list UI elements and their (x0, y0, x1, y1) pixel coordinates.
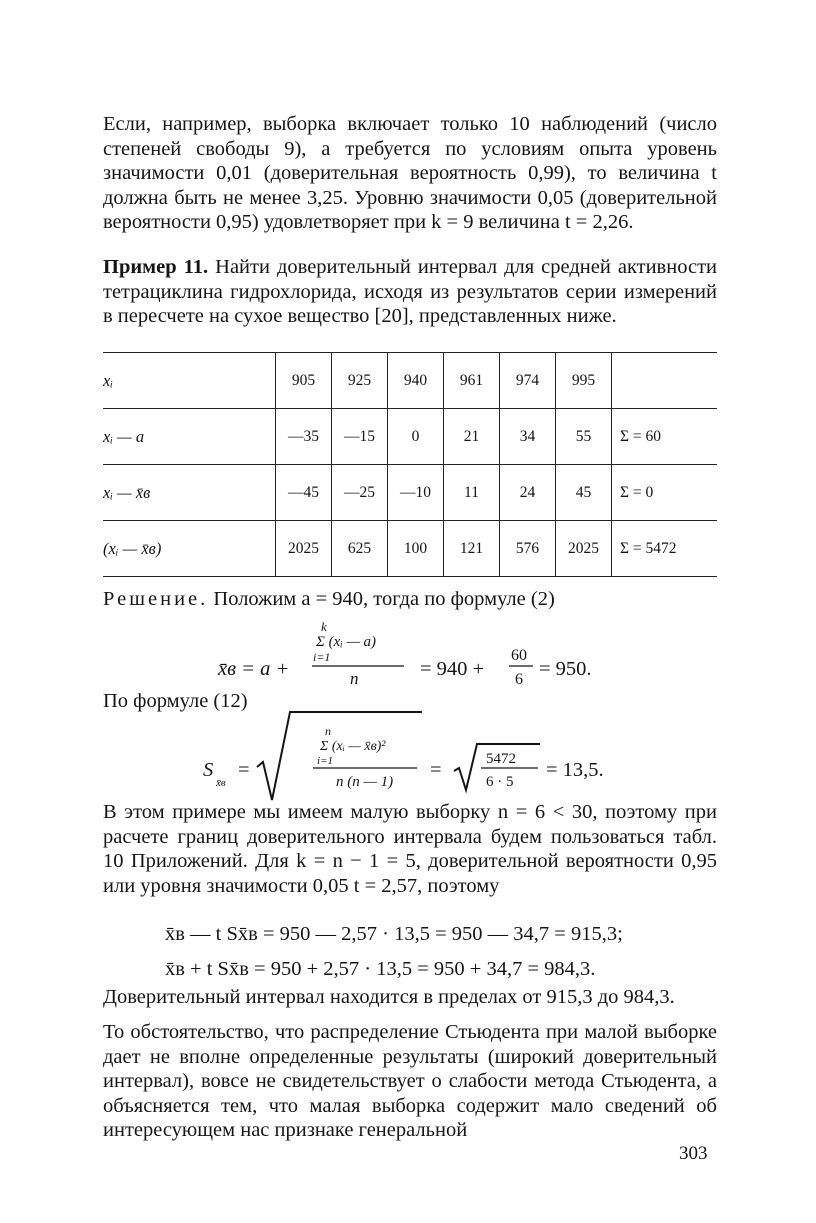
table-cell: 925 (332, 353, 388, 409)
std-radical-2 (454, 744, 540, 790)
table-cell: 974 (500, 353, 556, 409)
table-row (103, 409, 717, 465)
example-text: Найти доверительный интервал для средней активности тетрациклина гидрохлорида, исходя из результатов серии измерений в пересчете на сухое вещество [20], представленных ниже. (103, 256, 717, 327)
mean-formula-lhs: x̄в = a + (218, 658, 290, 680)
table-cell: 21 (444, 409, 500, 465)
mean-middle: = 940 + (420, 658, 485, 680)
std-fraction-numerator: 5472 (486, 751, 516, 767)
interval-lower-bound: x̄в — t Sx̄в = 950 — 2,57 · 13,5 = 950 — 34,7 = 915,3; (165, 923, 623, 945)
table-cell: 2025 (276, 521, 332, 577)
row-label: xᵢ — x̄в (103, 465, 276, 521)
solution-text: Положим a = 940, тогда по формуле (2) (208, 588, 555, 610)
paragraph-intro: Если, например, выборка включает только 10 наблюдений (число степеней свободы 9), а требуется по условиям опыта уровень значимости 0,01 (доверительная вероятность 0,99), то величина t должна быть не менее 3,25. Уровню значимости 0,05 (доверительной вероятности 0,95) удовлетворяет при k = 9 величина t = 2,26. (103, 113, 717, 233)
paragraph-example-11 (103, 255, 717, 329)
table-cell: 45 (556, 465, 612, 521)
table-cell: 34 (500, 409, 556, 465)
row-sum (612, 353, 718, 409)
table-cell: —25 (332, 465, 388, 521)
std-sum-lower: i=1 (317, 755, 333, 767)
solution-label: Решение. (103, 588, 209, 610)
table-row (103, 353, 717, 409)
conclusion-line: Доверительный интервал находится в пределах от 915,3 до 984,3. (103, 986, 675, 1008)
row-label: xᵢ — a (103, 409, 276, 465)
table-cell: 961 (444, 353, 500, 409)
table-cell: 576 (500, 521, 556, 577)
page-number: 303 (679, 1143, 708, 1164)
table-cell: 11 (444, 465, 500, 521)
table-cell: 0 (388, 409, 444, 465)
table-cell: 100 (388, 521, 444, 577)
std-fraction-denominator: 6 · 5 (486, 774, 514, 790)
std-sum-expression: Σ (xᵢ — x̄в)² (320, 739, 386, 754)
table-cell: —45 (276, 465, 332, 521)
mean-fraction-denominator: 6 (515, 671, 523, 688)
table-cell: —15 (332, 409, 388, 465)
row-label: (xᵢ — x̄в) (103, 521, 276, 577)
row-sum: Σ = 60 (612, 409, 718, 465)
table-row (103, 521, 717, 577)
table-cell: —10 (388, 465, 444, 521)
table-cell: 121 (444, 521, 500, 577)
example-label: Пример 11. (103, 256, 209, 278)
interval-upper-bound: x̄в + t Sx̄в = 950 + 2,57 · 13,5 = 950 + 34,7 = 984,3. (165, 958, 596, 980)
table-cell: 24 (500, 465, 556, 521)
mean-sum-lower: i=1 (313, 650, 331, 664)
mean-sum-upper: k (321, 619, 327, 634)
formula-12-label: По формуле (12) (103, 690, 248, 712)
std-lhs-subscript: x̄в (216, 777, 226, 789)
row-sum: Σ = 0 (612, 465, 718, 521)
std-equals: = (238, 759, 250, 781)
mean-fraction-numerator: 60 (511, 647, 527, 664)
std-lhs: S (203, 759, 214, 781)
row-sum: Σ = 5472 (612, 521, 718, 577)
table-cell: 940 (388, 353, 444, 409)
std-result: = 13,5. (546, 759, 604, 781)
solution-line (103, 588, 555, 611)
row-label: xᵢ (103, 353, 276, 409)
table-cell: 995 (556, 353, 612, 409)
std-denominator: n (n — 1) (336, 774, 394, 790)
table-cell: 55 (556, 409, 612, 465)
paragraph-student: То обстоятельство, что распределение Стьюдента при малой выборке дает не вполне определенные результаты (широкий доверительный интервал), вовсе не свидетельствует о слабости метода Стьюдента, а объясняется тем, что малая выборка содержит мало сведений об интересующем нас признаке генеральной (103, 1021, 717, 1141)
std-sum-upper: n (325, 724, 331, 738)
mean-result: = 950. (539, 658, 592, 680)
table-cell: 2025 (556, 521, 612, 577)
table-row (103, 465, 717, 521)
table-cell: 905 (276, 353, 332, 409)
table-cell: 625 (332, 521, 388, 577)
std-middle: = (430, 759, 442, 781)
table-cell: —35 (276, 409, 332, 465)
mean-denominator: n (350, 669, 359, 688)
paragraph-small-sample: В этом примере мы имеем малую выборку n = 6 < 30, поэтому при расчете границ доверительного интервала будем пользоваться табл. 10 Приложений. Для k = n − 1 = 5, доверительной вероятности 0,95 или уровня значимости 0,05 t = 2,57, поэтому (103, 801, 717, 897)
std-radical (257, 712, 422, 800)
measurements-table (103, 352, 717, 577)
mean-sum-expression: Σ (xᵢ — a) (316, 634, 377, 650)
